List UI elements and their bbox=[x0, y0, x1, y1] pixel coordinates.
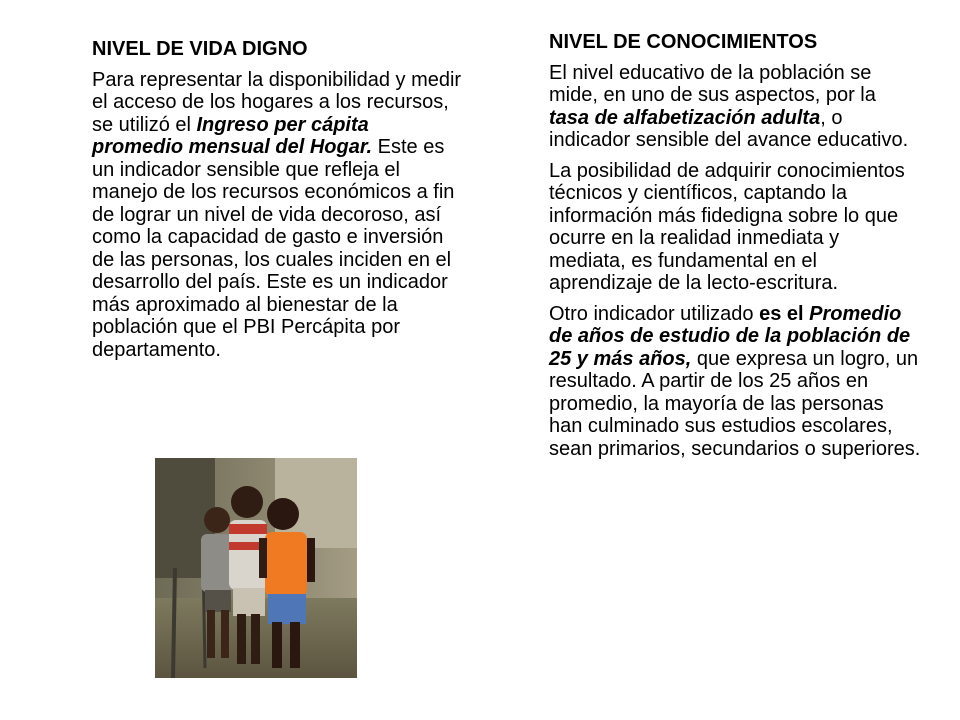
left-paragraph-emphasis: Ingreso per cápita promedio mensual del Hogar. bbox=[92, 113, 373, 158]
right-title: NIVEL DE CONOCIMIENTOS bbox=[549, 31, 818, 53]
right-p1-text-1: El nivel educativo de la población se mide, en uno de sus aspectos, por la bbox=[549, 61, 876, 106]
right-p1-emphasis: tasa de alfabetización adulta bbox=[549, 106, 821, 129]
left-paragraph bbox=[92, 69, 464, 362]
children-photo-illustration bbox=[155, 458, 357, 678]
right-p3-text-1: Otro indicador utilizado bbox=[549, 302, 760, 325]
right-paragraph-1 bbox=[549, 62, 921, 152]
left-paragraph-text-2: Este es un indicador sensible que refleja el manejo de los recursos económicos a fin de lograr un nivel de vida decoroso, así como la capacidad de gasto e inversión de las personas, los cuales inciden en el desarrollo del país. Este es un indicador más aproximado al bienestar de la población que el PBI Percápita por departamento. bbox=[92, 136, 455, 361]
right-p1-text-2: , o indicador sensible del avance educativo. bbox=[549, 106, 909, 151]
right-p3-emphasis: Promedio de años de estudio de la población de 25 y más años, bbox=[549, 302, 911, 370]
right-p3-text-2: que expresa un logro, un resultado. A partir de los 25 años en promedio, la mayoría de las personas han culminado sus estudios escolares, sean primarios, secundarios o superiores. bbox=[549, 347, 921, 460]
right-paragraph-3 bbox=[549, 303, 921, 461]
right-column bbox=[549, 31, 921, 460]
children-photo bbox=[155, 458, 357, 678]
right-paragraph-2: La posibilidad de adquirir conocimientos técnicos y científicos, captando la información más fidedigna sobre lo que ocurre en la realidad inmediata y mediata, es fundamental en el aprendizaje de la lecto-escritura. bbox=[549, 159, 905, 294]
left-column bbox=[92, 38, 464, 361]
right-p3-bold: es el bbox=[759, 302, 810, 325]
left-paragraph-text-1: Para representar la disponibilidad y medir el acceso de los hogares a los recursos, se utilizó el bbox=[92, 68, 462, 136]
left-title: NIVEL DE VIDA DIGNO bbox=[92, 38, 308, 60]
